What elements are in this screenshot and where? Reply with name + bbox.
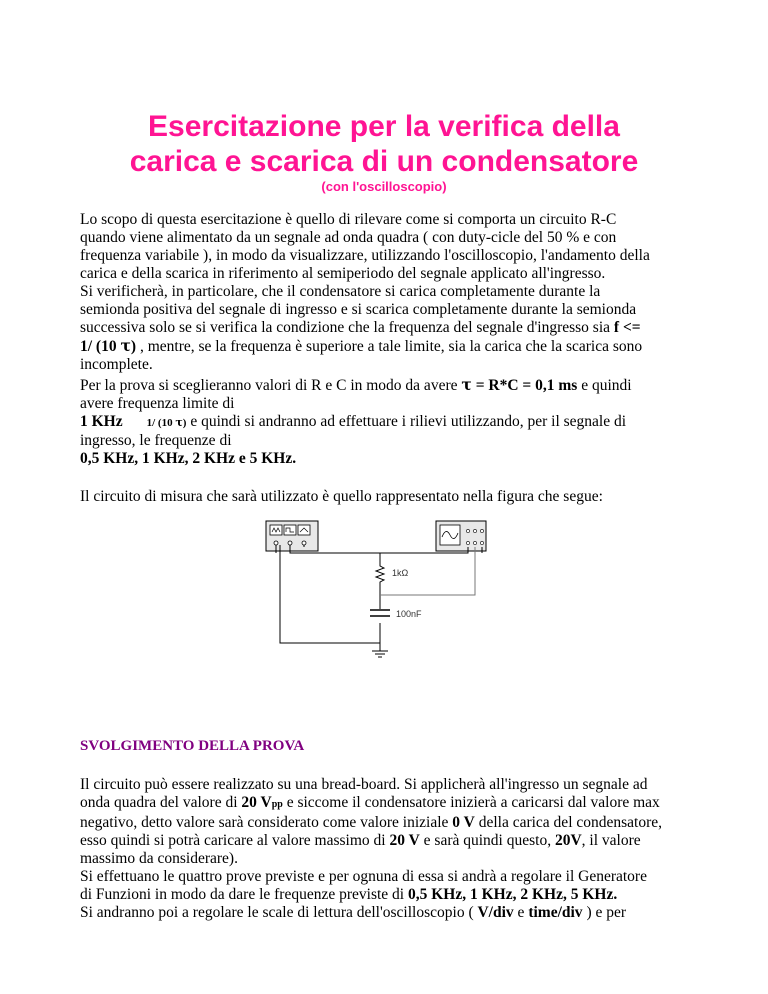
title-line-1: Esercitazione per la verifica della [148, 110, 620, 143]
tau-symbol: τ [120, 336, 131, 355]
procedure-text: della carica del condensatore, [474, 814, 663, 831]
procedure-text: negativo, detto valore sarà considerato come valore iniziale [80, 814, 453, 831]
procedure-line [80, 832, 700, 850]
intro-line: Lo scopo di questa esercitazione è quello di rilevare come si comporta un circuito R-C [80, 211, 617, 228]
resistor-icon [376, 563, 384, 583]
small-formula [147, 417, 187, 429]
formula-part: ) [182, 417, 187, 429]
capacitor-icon [370, 610, 390, 616]
procedure-text: , il valore [581, 832, 641, 849]
procedure-text: onda quadra del valore di [80, 794, 242, 811]
tau-symbol: τ [461, 375, 472, 394]
formula-part: 1/ (10 [146, 417, 176, 429]
formula-part: = R*C = 0,1 ms [471, 377, 578, 394]
intro-line: Si verificherà, in particolare, che il condensatore si carica completamente durante la [80, 283, 601, 300]
procedure-text: e [513, 904, 529, 921]
scale-label: time/div [528, 904, 583, 921]
params-line [80, 413, 700, 432]
procedure-text: Si andranno poi a regolare le scale di lettura dell'oscilloscopio ( [80, 904, 478, 921]
procedure-text: ) e per [582, 904, 627, 921]
intro-text: successiva solo se si verifica la condizione che la frequenza del segnale d'ingresso sia [80, 319, 614, 336]
capacitor-label: 100nF [396, 609, 422, 619]
procedure-line: Si effettuano le quattro prove previste e per ognuna di essa si andrà a regolare il Generatore [80, 868, 647, 885]
circuit-wires [276, 545, 468, 651]
procedure-line [80, 904, 700, 922]
function-generator-icon [266, 521, 318, 551]
resistor-label: 1kΩ [392, 568, 409, 578]
test-frequencies: 0,5 KHz, 1 KHz, 2 KHz, 5 KHz. [407, 886, 618, 903]
intro-line: carica e della scarica in riferimento al semiperiodo del segnale applicato all'ingresso. [80, 265, 606, 282]
voltage-value: 20 V [241, 794, 272, 811]
frequency-formula [80, 338, 136, 355]
intro-line: quando viene alimentato da un segnale ad onda quadra ( con duty-cicle del 50 % e con [80, 229, 617, 246]
limit-frequency: 1 KHz [80, 413, 123, 430]
procedure-line [80, 886, 700, 904]
tau-symbol: τ [175, 416, 183, 429]
procedure-paragraph [80, 776, 700, 922]
test-frequencies: 0,5 KHz, 1 KHz, 2 KHz e 5 KHz. [80, 450, 297, 467]
params-text: e quindi si andranno ad effettuare i rilievi utilizzando, per il segnale di [186, 413, 627, 430]
circuit-intro: Il circuito di misura che sarà utilizzato è quello rappresentato nella figura che segue: [80, 488, 603, 505]
params-line: ingresso, le frequenze di [80, 432, 232, 449]
intro-paragraph [80, 211, 700, 374]
section-heading: SVOLGIMENTO DELLA PROVA [80, 738, 305, 754]
procedure-line [80, 814, 700, 832]
frequency-condition: f <= [613, 319, 641, 336]
scale-label: V/div [477, 904, 514, 921]
procedure-text: esso quindi si potrà caricare al valore massimo di [80, 832, 390, 849]
procedure-line [80, 794, 700, 814]
formula-part: ) [130, 338, 137, 355]
title-line-2: carica e scarica di un condensatore [129, 145, 639, 178]
procedure-text: di Funzioni in modo da dare le frequenze previste di [80, 886, 408, 903]
procedure-text: e siccome il condensatore inizierà a caricarsi dal valore max [282, 794, 660, 811]
intro-line: incomplete. [80, 356, 153, 373]
intro-line [80, 337, 700, 356]
params-line [80, 376, 700, 395]
params-text: Per la prova si sceglieranno valori di R e C in modo da avere [80, 377, 462, 394]
oscilloscope-icon [436, 521, 486, 551]
voltage-value: 0 V [452, 814, 475, 831]
params-text: e quindi [577, 377, 632, 394]
voltage-subscript: pp [271, 799, 283, 810]
params-paragraph [80, 376, 700, 468]
circuit-diagram [262, 517, 502, 659]
intro-line: frequenza variabile ), in modo da visualizzare, utilizzando l'oscilloscopio, l'andamento della [80, 247, 650, 264]
tau-formula [461, 377, 577, 394]
procedure-text: e sarà quindi questo, [419, 832, 555, 849]
intro-line [80, 319, 700, 337]
intro-text: , mentre, se la frequenza è superiore a tale limite, sia la carica che la scarica sono [136, 338, 643, 355]
subtitle: (con l'oscilloscopio) [321, 179, 447, 194]
voltage-value: 20 V [389, 832, 420, 849]
params-line [80, 450, 700, 468]
ground-icon [372, 651, 388, 657]
procedure-line: massimo da considerare). [80, 850, 238, 867]
voltage-value: 20V [554, 832, 582, 849]
procedure-line: Il circuito può essere realizzato su una bread-board. Si applicherà all'ingresso un segnale ad [80, 776, 648, 793]
params-line: avere frequenza limite di [80, 395, 235, 412]
formula-part: 1/ (10 [80, 338, 121, 355]
intro-line: semionda positiva del segnale di ingresso e si scarica completamente durante la semionda [80, 301, 637, 318]
